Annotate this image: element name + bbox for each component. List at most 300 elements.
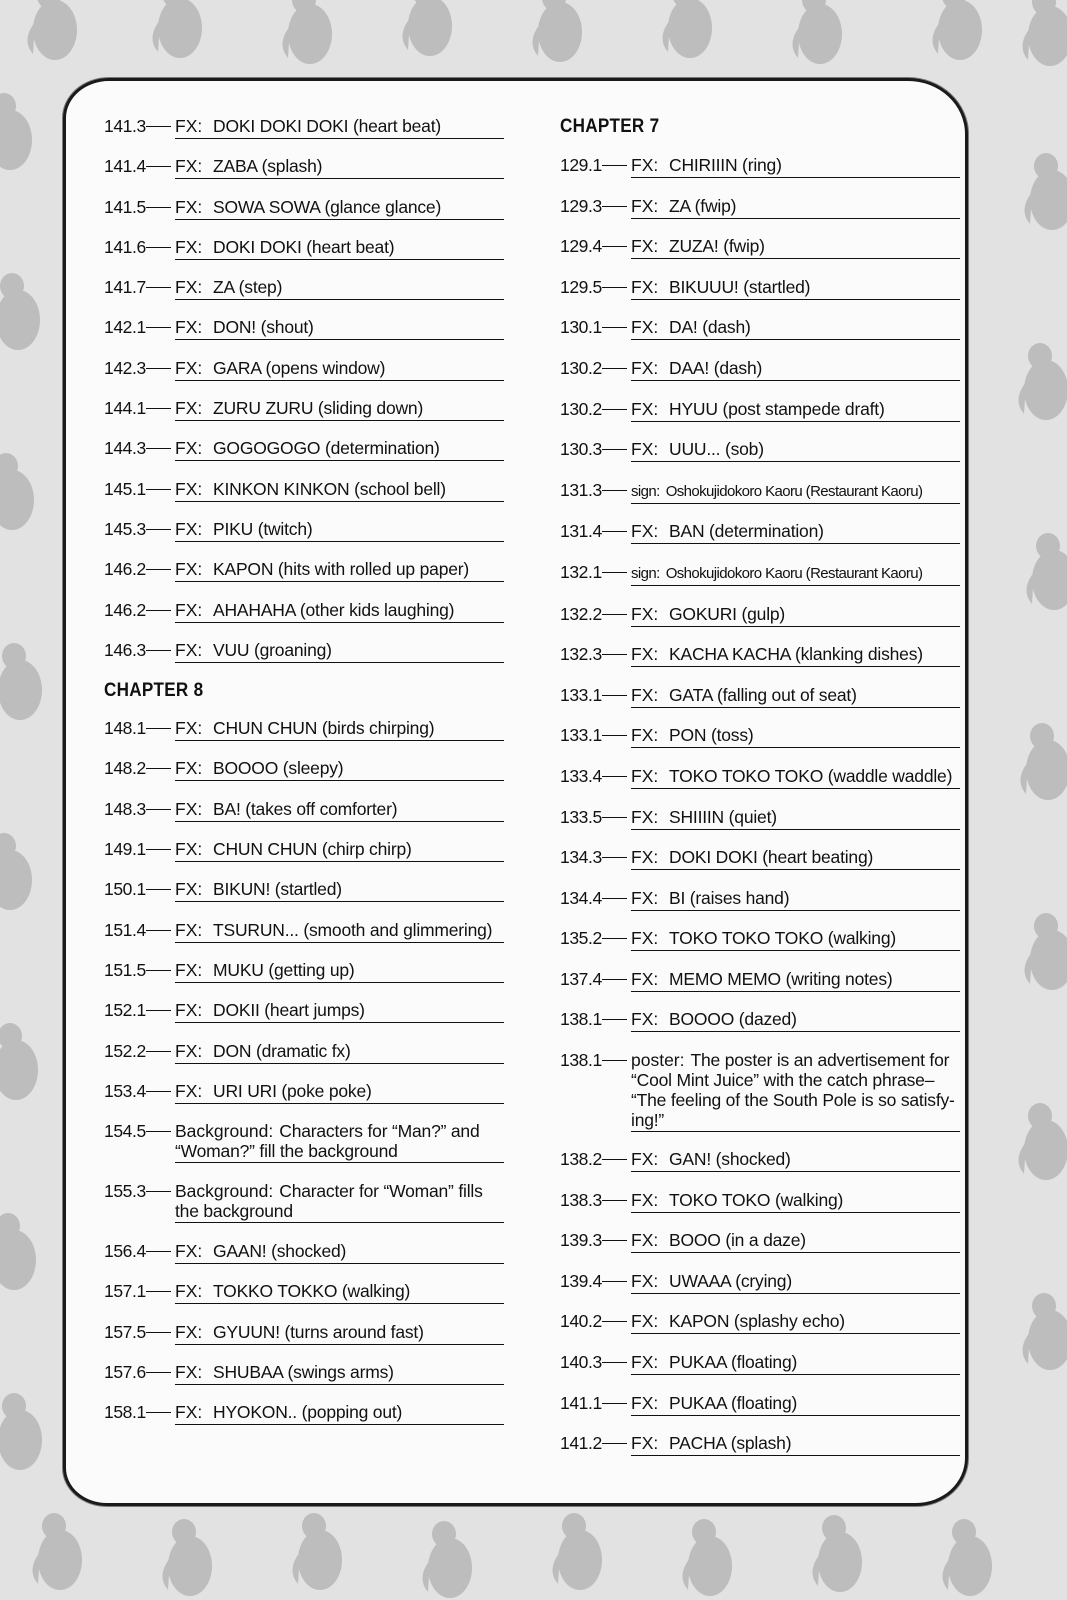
entry-label: FX: <box>175 518 203 539</box>
entry-body <box>175 116 504 139</box>
em-dash-line <box>602 776 627 777</box>
entry-label: FX: <box>631 1270 659 1291</box>
entry-text: GARA (opens window) <box>213 357 386 378</box>
entry-body <box>175 1081 504 1104</box>
glossary-entry <box>560 969 960 992</box>
page-panel-number: 133.1 <box>560 684 602 705</box>
glossary-entry <box>104 920 504 943</box>
em-dash-line <box>146 1291 171 1292</box>
entry-label: FX: <box>175 959 203 980</box>
entry-body <box>631 277 960 300</box>
entry-label: FX: <box>175 758 203 779</box>
entry-label: FX: <box>631 684 659 705</box>
em-dash-line <box>146 489 171 490</box>
page-panel-number: 134.4 <box>560 887 602 908</box>
em-dash-line <box>146 207 171 208</box>
entry-body <box>175 277 504 300</box>
entry-body <box>175 1000 504 1023</box>
entry-text: PON (toss) <box>669 725 754 746</box>
page-panel-number: 141.7 <box>104 277 146 298</box>
entry-label: FX: <box>175 236 203 257</box>
page-panel-number: 144.3 <box>104 438 146 459</box>
entry-text: PUKAA (floating) <box>669 1392 798 1413</box>
glossary-entry <box>104 839 504 862</box>
em-dash-line <box>146 610 171 611</box>
entry-body <box>631 196 960 219</box>
entry-body <box>175 1362 504 1385</box>
page-panel-number: 148.2 <box>104 758 146 779</box>
entry-label: FX: <box>175 1241 203 1262</box>
em-dash-line <box>602 1060 627 1061</box>
page-panel-number: 138.3 <box>560 1189 602 1210</box>
page-panel-number: 146.2 <box>104 559 146 580</box>
em-dash-line <box>602 1362 627 1363</box>
glossary-entry <box>104 156 504 179</box>
em-dash-line <box>146 287 171 288</box>
entry-body <box>175 920 504 943</box>
entry-text: Oshokujidokoro Kaoru (Restaurant Kaoru) <box>665 564 923 582</box>
glossary-entry <box>104 1041 504 1064</box>
entry-body <box>631 888 960 911</box>
page-panel-number: 152.1 <box>104 1000 146 1021</box>
entry-label: FX: <box>175 1281 203 1302</box>
entry-text: MUKU (getting up) <box>213 959 355 980</box>
entry-text: DON! (shout) <box>213 317 314 338</box>
em-dash-line <box>146 1332 171 1333</box>
entry-body <box>631 1009 960 1032</box>
glossary-entry <box>560 725 960 748</box>
entry-body <box>175 799 504 822</box>
entry-text: GOGOGOGO (determination) <box>213 438 440 459</box>
glossary-entry <box>104 277 504 300</box>
entry-label: FX: <box>631 398 659 419</box>
glossary-entry <box>560 1230 960 1253</box>
entry-body <box>175 839 504 862</box>
entry-label: FX: <box>175 879 203 900</box>
page-panel-number: 148.1 <box>104 718 146 739</box>
em-dash-line <box>602 695 627 696</box>
entry-text: BA! (takes off comforter) <box>213 798 398 819</box>
entry-body <box>631 1149 960 1172</box>
entry-label: FX: <box>631 1230 659 1251</box>
entry-label: FX: <box>631 1009 659 1030</box>
entry-label: FX: <box>631 317 659 338</box>
entry-body <box>175 358 504 381</box>
entry-text: BIKUN! (startled) <box>213 879 342 900</box>
page-panel-number: 137.4 <box>560 968 602 989</box>
page-panel-number: 131.4 <box>560 521 602 542</box>
entry-text: DOKI DOKI (heart beat) <box>213 236 395 257</box>
entry-label: FX: <box>631 968 659 989</box>
entry-label: FX: <box>631 887 659 908</box>
em-dash-line <box>602 614 627 615</box>
entry-body <box>631 317 960 340</box>
entry-text: PUKAA (floating) <box>669 1352 798 1373</box>
entry-label: FX: <box>175 1040 203 1061</box>
right-column <box>560 116 960 1474</box>
page-panel-number: 152.2 <box>104 1040 146 1061</box>
entry-body <box>175 1121 504 1163</box>
em-dash-line <box>146 650 171 651</box>
entry-body <box>631 644 960 667</box>
page-panel-number: 157.5 <box>104 1321 146 1342</box>
entry-text: SHUBAA (swings arms) <box>213 1362 394 1383</box>
entry-body <box>631 604 960 627</box>
entry-body <box>631 480 960 504</box>
glossary-entry <box>560 1433 960 1456</box>
entry-label: FX: <box>631 928 659 949</box>
entry-text: ZUZA! (fwip) <box>669 236 765 257</box>
entry-body <box>175 479 504 502</box>
em-dash-line <box>146 1131 171 1132</box>
entry-label: FX: <box>175 1080 203 1101</box>
entry-label: FX: <box>175 116 203 136</box>
glossary-entry <box>104 197 504 220</box>
entry-label: FX: <box>175 398 203 419</box>
glossary-panel <box>63 78 968 1506</box>
entry-body <box>175 237 504 260</box>
em-dash-line <box>602 165 627 166</box>
entry-text: BOOOO (dazed) <box>669 1009 797 1030</box>
entry-text: Character for “Woman” fills the background <box>175 1181 483 1222</box>
entry-label: FX: <box>175 317 203 338</box>
page-panel-number: 158.1 <box>104 1402 146 1423</box>
entry-body <box>175 1181 504 1223</box>
entry-text: KAPON (hits with rolled up paper) <box>213 559 470 580</box>
entry-label: FX: <box>175 196 203 217</box>
glossary-entry <box>560 399 960 422</box>
glossary-entry <box>104 1241 504 1264</box>
entry-label: FX: <box>631 806 659 827</box>
entry-text: GAN! (shocked) <box>669 1149 791 1170</box>
entry-body <box>175 398 504 421</box>
em-dash-line <box>146 569 171 570</box>
em-dash-line <box>602 206 627 207</box>
entry-body <box>175 960 504 983</box>
entry-text: BAN (determination) <box>669 521 824 542</box>
entry-text: AHAHAHA (other kids laughing) <box>213 599 455 620</box>
entry-label: FX: <box>631 644 659 665</box>
entry-body <box>175 197 504 220</box>
entry-text: PACHA (splash) <box>669 1433 792 1454</box>
glossary-entry <box>560 1393 960 1416</box>
em-dash-line <box>602 1240 627 1241</box>
entry-label: Background: <box>175 1121 274 1142</box>
entry-body <box>175 1041 504 1064</box>
glossary-entry <box>560 604 960 627</box>
entry-body <box>175 1241 504 1264</box>
glossary-entry <box>104 1121 504 1163</box>
entry-text: BIKUUU! (startled) <box>669 276 811 297</box>
glossary-entry <box>560 562 960 586</box>
entry-text: GOKURI (gulp) <box>669 603 786 624</box>
glossary-entry <box>560 439 960 462</box>
entry-text: GYUUN! (turns around fast) <box>213 1321 424 1342</box>
glossary-entry <box>560 521 960 544</box>
em-dash-line <box>602 898 627 899</box>
chapter-heading: CHAPTER 8 <box>104 680 204 702</box>
em-dash-line <box>146 126 171 127</box>
entry-text: SHIIIIN (quiet) <box>669 806 777 827</box>
page-panel-number: 141.4 <box>104 156 146 177</box>
entry-text: The poster is an advertisement for “Cool Mint Juice” with the catch phrase– “The feeling of the South Pole is so satisfy-ing!” <box>631 1050 955 1131</box>
glossary-entry <box>560 685 960 708</box>
entry-label: FX: <box>631 1149 659 1170</box>
entry-text: BI (raises hand) <box>669 887 790 908</box>
glossary-entry <box>104 358 504 381</box>
entry-label: FX: <box>175 438 203 459</box>
em-dash-line <box>602 287 627 288</box>
em-dash-line <box>602 1321 627 1322</box>
page-panel-number: 138.1 <box>560 1050 602 1071</box>
entry-body <box>175 156 504 179</box>
em-dash-line <box>146 930 171 931</box>
entry-text: ZABA (splash) <box>213 156 323 177</box>
entry-body <box>631 847 960 870</box>
entry-text: HYUU (post stampede draft) <box>669 398 885 419</box>
entry-text: DOKII (heart jumps) <box>213 1000 365 1021</box>
em-dash-line <box>602 572 627 573</box>
entry-body <box>631 1271 960 1294</box>
glossary-entry <box>104 116 504 139</box>
page-panel-number: 141.6 <box>104 236 146 257</box>
glossary-entry <box>560 1050 960 1132</box>
entry-text: CHUN CHUN (birds chirping) <box>213 718 435 739</box>
page-panel-number: 145.3 <box>104 518 146 539</box>
entry-label: FX: <box>175 357 203 378</box>
glossary-entry <box>104 1000 504 1023</box>
page-panel-number: 150.1 <box>104 879 146 900</box>
entry-body <box>175 718 504 741</box>
page-panel-number: 130.1 <box>560 317 602 338</box>
page-panel-number: 142.1 <box>104 317 146 338</box>
entry-text: KAPON (splashy echo) <box>669 1311 845 1332</box>
entry-text: ZA (fwip) <box>669 195 737 216</box>
entry-text: VUU (groaning) <box>213 639 332 660</box>
em-dash-line <box>602 1019 627 1020</box>
glossary-entry <box>560 1271 960 1294</box>
entry-body <box>631 928 960 951</box>
entry-body <box>631 439 960 462</box>
page-panel-number: 139.4 <box>560 1270 602 1291</box>
entry-label: FX: <box>631 1311 659 1332</box>
glossary-entry <box>104 1322 504 1345</box>
page-panel-number: 141.1 <box>560 1392 602 1413</box>
em-dash-line <box>602 654 627 655</box>
page-panel-number: 141.5 <box>104 196 146 217</box>
page-panel-number: 145.1 <box>104 478 146 499</box>
em-dash-line <box>602 857 627 858</box>
glossary-entry <box>104 1281 504 1304</box>
glossary-entry <box>104 317 504 340</box>
entry-label: sign: <box>631 482 660 500</box>
entry-text: CHUN CHUN (chirp chirp) <box>213 839 412 860</box>
glossary-entry <box>104 640 504 663</box>
em-dash-line <box>146 768 171 769</box>
entry-body <box>631 358 960 381</box>
entry-text: GAAN! (shocked) <box>213 1241 347 1262</box>
page-panel-number: 144.1 <box>104 398 146 419</box>
entry-text: KINKON KINKON (school bell) <box>213 478 446 499</box>
page-panel-number: 149.1 <box>104 839 146 860</box>
em-dash-line <box>602 1281 627 1282</box>
glossary-entry <box>560 480 960 504</box>
glossary-entry <box>560 766 960 789</box>
entry-body <box>175 438 504 461</box>
em-dash-line <box>146 1251 171 1252</box>
glossary-entry <box>104 1402 504 1425</box>
page-panel-number: 138.2 <box>560 1149 602 1170</box>
entry-body <box>631 807 960 830</box>
glossary-entry <box>560 317 960 340</box>
page-panel-number: 135.2 <box>560 928 602 949</box>
page-panel-number: 153.4 <box>104 1080 146 1101</box>
entry-label: FX: <box>175 919 203 940</box>
entry-body <box>631 969 960 992</box>
em-dash-line <box>602 979 627 980</box>
glossary-entry <box>560 277 960 300</box>
page-panel-number: 151.4 <box>104 919 146 940</box>
em-dash-line <box>146 247 171 248</box>
entry-text: Oshokujidokoro Kaoru (Restaurant Kaoru) <box>665 482 923 500</box>
glossary-entry <box>560 155 960 178</box>
glossary-entry <box>104 398 504 421</box>
em-dash-line <box>146 970 171 971</box>
em-dash-line <box>146 448 171 449</box>
page-panel-number: 132.3 <box>560 644 602 665</box>
glossary-entry <box>104 519 504 542</box>
em-dash-line <box>602 817 627 818</box>
entry-body <box>631 766 960 789</box>
entry-text: DON (dramatic fx) <box>213 1040 351 1061</box>
glossary-entry <box>560 1190 960 1213</box>
entry-body <box>175 1281 504 1304</box>
entry-body <box>631 1433 960 1456</box>
entry-label: FX: <box>175 639 203 660</box>
entry-label: FX: <box>175 1402 203 1423</box>
entry-body <box>631 1230 960 1253</box>
em-dash-line <box>146 809 171 810</box>
page-panel-number: 140.3 <box>560 1352 602 1373</box>
glossary-entry <box>560 888 960 911</box>
entry-body <box>175 600 504 623</box>
entry-text: ZA (step) <box>213 277 283 298</box>
entry-body <box>631 562 960 586</box>
entry-text: DA! (dash) <box>669 317 751 338</box>
em-dash-line <box>146 1010 171 1011</box>
em-dash-line <box>602 327 627 328</box>
entry-body <box>175 758 504 781</box>
page-panel-number: 129.1 <box>560 155 602 175</box>
entry-label: Background: <box>175 1181 274 1202</box>
glossary-entry <box>104 559 504 582</box>
page-panel-number: 134.3 <box>560 847 602 868</box>
entry-body <box>175 1402 504 1425</box>
entry-body <box>631 685 960 708</box>
entry-body <box>631 399 960 422</box>
em-dash-line <box>146 1372 171 1373</box>
entry-body <box>631 1311 960 1334</box>
entry-body <box>175 879 504 902</box>
entry-body <box>631 521 960 544</box>
page-panel-number: 148.3 <box>104 798 146 819</box>
page-panel-number: 142.3 <box>104 357 146 378</box>
em-dash-line <box>146 408 171 409</box>
entry-text: GATA (falling out of seat) <box>669 684 857 705</box>
page-panel-number: 132.2 <box>560 603 602 624</box>
entry-body <box>631 155 960 178</box>
em-dash-line <box>602 1403 627 1404</box>
entry-text: DOKI DOKI DOKI (heart beat) <box>213 116 442 136</box>
page-panel-number: 151.5 <box>104 959 146 980</box>
entry-label: FX: <box>175 1321 203 1342</box>
entry-label: FX: <box>175 478 203 499</box>
page-panel-number: 130.2 <box>560 398 602 419</box>
chapter-heading: CHAPTER 7 <box>560 116 660 137</box>
page-panel-number: 138.1 <box>560 1009 602 1030</box>
glossary-entry <box>104 1181 504 1223</box>
entry-body <box>631 1190 960 1213</box>
page-panel-number: 157.1 <box>104 1281 146 1302</box>
page-panel-number: 129.3 <box>560 195 602 216</box>
glossary-entry <box>104 718 504 741</box>
entry-label: FX: <box>631 725 659 746</box>
page-panel-number: 141.3 <box>104 116 146 136</box>
entry-body <box>175 1322 504 1345</box>
em-dash-line <box>146 1412 171 1413</box>
entry-text: DOKI DOKI (heart beating) <box>669 847 874 868</box>
entry-label: FX: <box>631 1352 659 1373</box>
page-panel-number: 146.2 <box>104 599 146 620</box>
entry-body <box>175 640 504 663</box>
em-dash-line <box>602 735 627 736</box>
entry-label: FX: <box>175 718 203 739</box>
entry-text: HYOKON.. (popping out) <box>213 1402 403 1423</box>
entry-label: FX: <box>631 847 659 868</box>
entry-label: FX: <box>631 1392 659 1413</box>
glossary-entry <box>104 438 504 461</box>
em-dash-line <box>602 490 627 491</box>
entry-text: TSURUN... (smooth and glimmering) <box>213 919 493 940</box>
glossary-entry <box>560 358 960 381</box>
page-panel-number: 156.4 <box>104 1241 146 1262</box>
page-panel-number: 133.4 <box>560 765 602 786</box>
glossary-entry <box>560 1352 960 1375</box>
em-dash-line <box>602 938 627 939</box>
page-panel-number: 131.3 <box>560 479 602 500</box>
page-panel-number: 132.1 <box>560 561 602 582</box>
entry-label: FX: <box>175 559 203 580</box>
entry-text: UUU... (sob) <box>669 439 764 460</box>
glossary-entry <box>560 644 960 667</box>
glossary-entry <box>104 479 504 502</box>
page-panel-number: 129.5 <box>560 276 602 297</box>
em-dash-line <box>602 531 627 532</box>
entry-label: FX: <box>631 357 659 378</box>
entry-label: FX: <box>175 277 203 298</box>
em-dash-line <box>602 1200 627 1201</box>
entry-label: FX: <box>631 765 659 786</box>
em-dash-line <box>146 327 171 328</box>
entry-text: BOOOO (sleepy) <box>213 758 344 779</box>
entry-text: BOOO (in a daze) <box>669 1230 806 1251</box>
em-dash-line <box>146 1091 171 1092</box>
entry-body <box>175 519 504 542</box>
em-dash-line <box>146 368 171 369</box>
em-dash-line <box>146 1051 171 1052</box>
entry-body <box>631 236 960 259</box>
em-dash-line <box>602 409 627 410</box>
